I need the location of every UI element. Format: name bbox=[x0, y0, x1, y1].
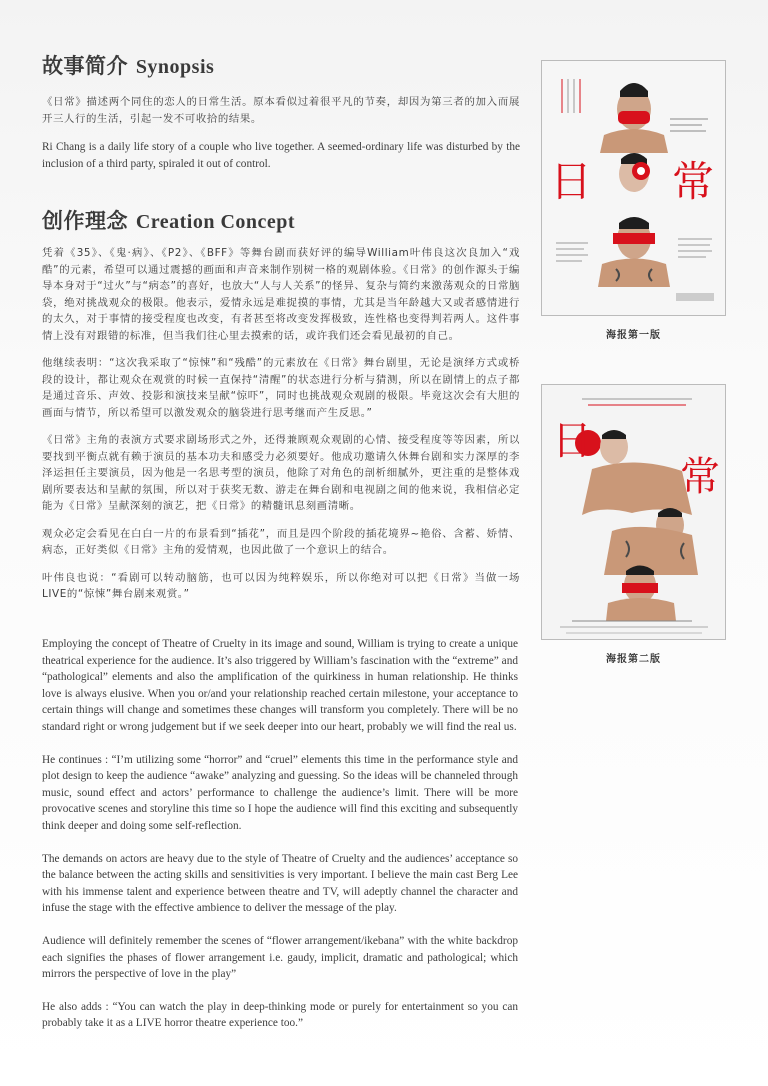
english-paragraph: Employing the concept of Theatre of Cruelty in its image and sound, William is trying to create a unique theatrical experience for the audience. It’s also triggered by William’s fascination with the “extreme” and “pathological” elements and also the amplification of the quirkiness in human relationship. He thinks love is always elusive. When you or/and your relationship reached certain milestone, your acceptance to certain things will change and sometimes these changes will transform you completely. There will be no standard right or wrong judgement but if we seek deeper into our heart, probably we will find the real us. bbox=[42, 638, 518, 733]
synopsis-heading-en: Synopsis bbox=[135, 56, 215, 78]
synopsis-heading bbox=[42, 50, 520, 80]
concept-heading bbox=[42, 205, 520, 235]
english-section bbox=[42, 636, 518, 1048]
poster-2 bbox=[541, 384, 726, 665]
english-paragraph: He continues : “I’m utilizing some “horror” and “cruel” elements this time in the performance style and plot design to keep the audience “awake” analyzing and guessing. So the ideas will be channeled through music, sound effect and actors’ performance to challenge the audience’s limit. There will be more provocative scenes and storyline this time so I hope the audience will find this exciting and subsequently think deeper and doing some self-reflection. bbox=[42, 753, 518, 832]
synopsis-heading-zh: 故事简介 bbox=[42, 53, 128, 78]
poster-2-image bbox=[541, 384, 726, 640]
concept-heading-zh: 创作理念 bbox=[42, 208, 128, 234]
concept-zh-paragraph: 叶伟良也说：“看剧可以转动脑筋，也可以因为纯粹娱乐，所以你绝对可以把《日常》当做一场LIVE的“惊悚”舞台剧来观赏。” bbox=[42, 571, 520, 601]
english-paragraph: Audience will definitely remember the scenes of “flower arrangement/ikebana” with the white backdrop each signifies the phases of flower arrangement i.e. gaudy, implicit, dramatic and pathological; which mirrors the perspective of love in the play” bbox=[42, 934, 518, 981]
english-paragraph: He also adds : “You can watch the play in deep-thinking mode or purely for entertainment so you can probably take it as a LIVE horror theatre experience too.” bbox=[42, 1000, 518, 1030]
poster-1-title-char: 日 bbox=[550, 157, 593, 206]
poster-2-title-char: 日 bbox=[552, 418, 592, 464]
left-column bbox=[42, 50, 520, 614]
poster-1-title-char: 常 bbox=[672, 157, 715, 206]
poster-1-caption: 海报第一版 bbox=[606, 330, 661, 341]
poster-2-title-char: 常 bbox=[680, 454, 720, 500]
poster-2-caption: 海报第二版 bbox=[606, 654, 661, 665]
poster-1 bbox=[541, 60, 726, 341]
concept-zh-paragraph: 《日常》主角的表演方式要求剧场形式之外，还得兼顾观众观剧的心情、接受程度等等因素，所以要找到平衡点就有赖于演员的基本功夫和感受力必须要好。他成功邀请久休舞台剧和实力深厚的李泽运担任主要演员，因为他是一名思考型的演员，他除了对角色的剖析细腻外，更注重的是整体戏剧所要表达和呈献的氛围，所以对于获奖无数、游走在舞台剧和电视剧之间的他来说，我相信必定能为《日常》呈献深刻的演艺，把《日常》的精髓讯息刻画清晰。 bbox=[42, 434, 520, 513]
concept-heading-en: Creation Concept bbox=[135, 211, 296, 234]
synopsis-en-text: Ri Chang is a daily life story of a couple who live together. A seemed-ordinary life was disturbed by the inclusion of a third party, spiraled it out of control. bbox=[42, 141, 520, 170]
poster-1-image bbox=[541, 60, 726, 316]
english-paragraph: The demands on actors are heavy due to the style of Theatre of Cruelty and the audiences’ acceptance so the balance between the acting skills and sensitivities is very important. I believe the main cast Berg Lee with his immense talent and experience between theatre and TV, will adeptly channel the character and infuse the stage with the effective ambience to deliver the message of the play. bbox=[42, 852, 518, 915]
concept-zh-paragraph: 凭着《35》、《鬼·病》、《P2》、《BFF》等舞台剧而获好评的编导William叶伟良这次良加入“戏酷”的元素，希望可以通过震撼的画面和声音来制作别树一格的观剧体验。《日常》的创作源头于编导本身对于“过火”与“病态”的喜好，也放大“人与人关系”的怪异、复杂与简约来激荡观众的日常脑袋，绝对挑战观众的极限。他表示，爱情永远是难捉摸的事情，尤其是当年龄越大又或者感情进行的太久，对于事情的接受程度也改变，有者甚至将改变发挥极致，连性格也变得判若两人。这件事情上没有对跟错的标准，但当我们往心里去摸索的话，或许我们还会看见最初的自己。 bbox=[42, 247, 520, 342]
concept-zh-paragraph: 他继续表明：“这次我采取了“惊悚”和“残酷”的元素放在《日常》舞台剧里，无论是演绎方式或桥段的设计，都让观众在观赏的时候一直保持“清醒”的状态进行分析与猜测，所以在剧情上的点子都是通过音乐、声效、投影和演技来呈献“惊吓”，同时也挑战观众观剧的极限。毕竟这次会有大胆的画面与情节，所以希望可以激发观众的脑袋进行思考继而产生反思。” bbox=[42, 357, 520, 419]
synopsis-zh-text: 《日常》描述两个同住的恋人的日常生活。原本看似过着很平凡的节奏，却因为第三者的加入而展开三人行的生活，引起一发不可收拾的结果。 bbox=[42, 96, 520, 125]
concept-zh-paragraph: 观众必定会看见在白白一片的布景看到“插花”，而且是四个阶段的插花境界~艳俗、含蓄、娇情、病态，正好类似《日常》主角的爱情观，也因此做了一个意识上的结合。 bbox=[42, 527, 520, 557]
